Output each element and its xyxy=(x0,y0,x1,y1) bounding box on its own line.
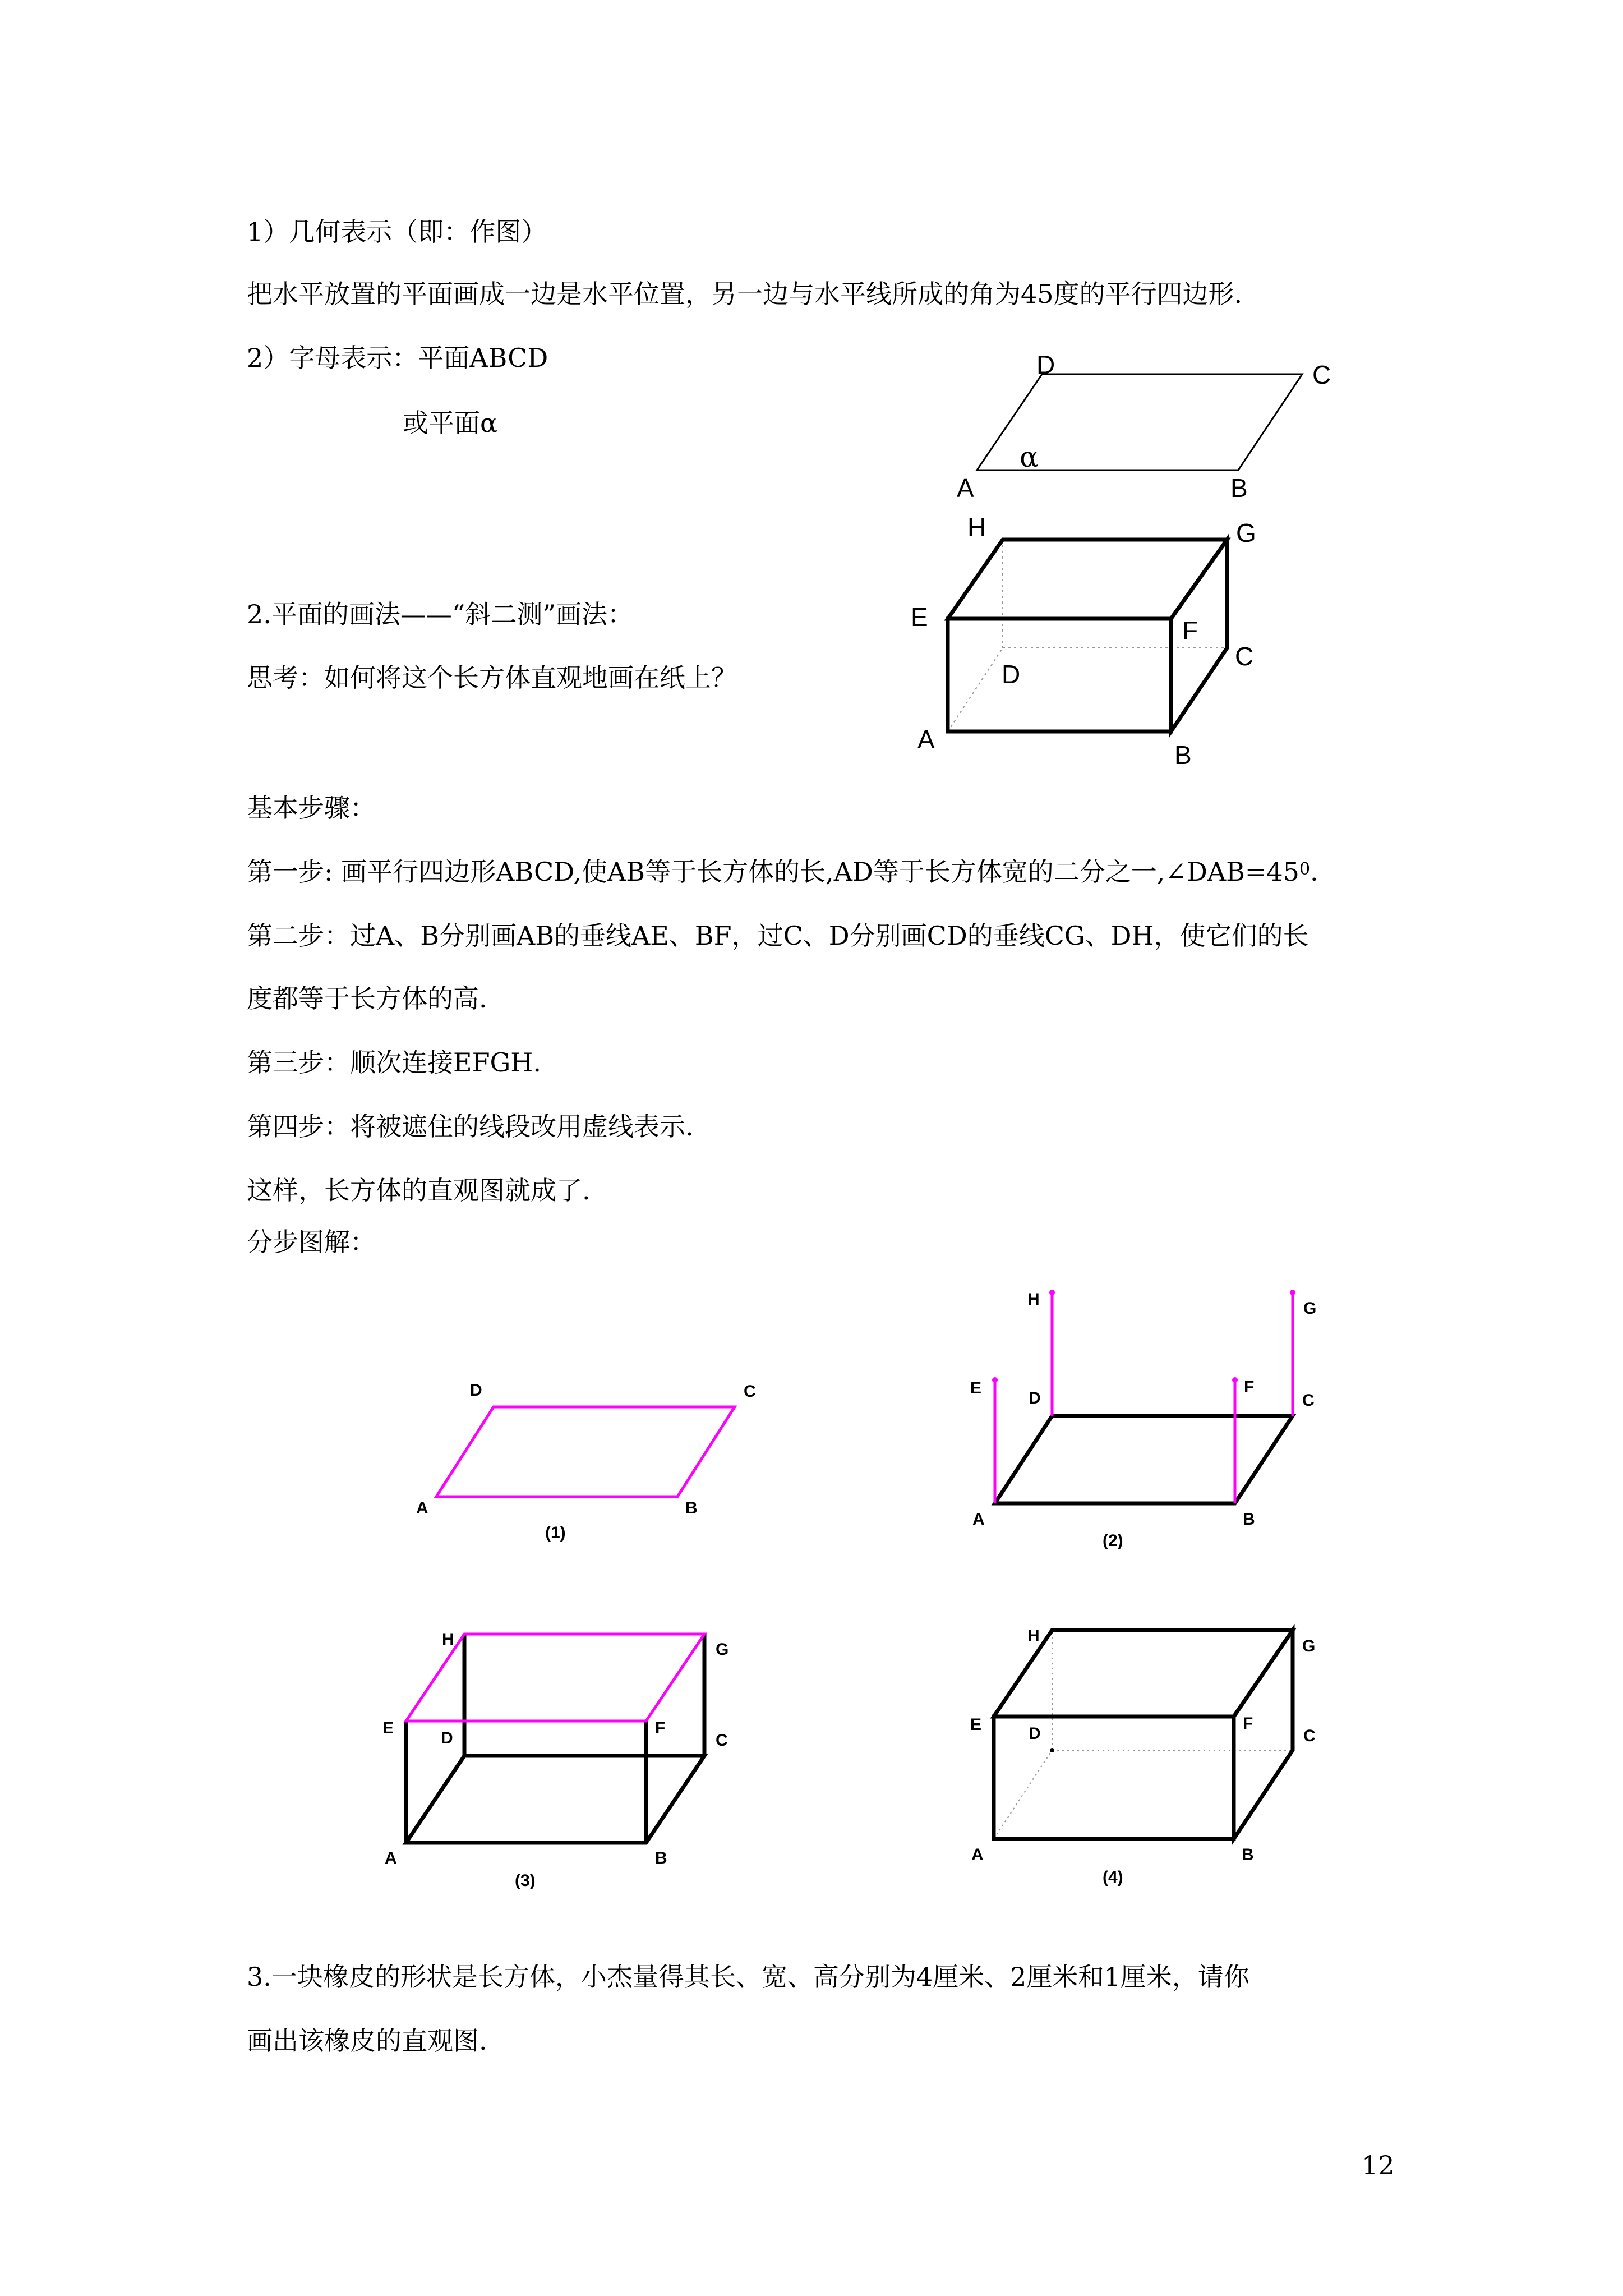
step-one-end: . xyxy=(1310,857,1318,887)
step3-base xyxy=(406,1756,704,1843)
section1-heading: 1）几何表示（即：作图） xyxy=(247,217,547,247)
top-face xyxy=(948,540,1227,619)
drawing-method-title: 2.平面的画法——“斜二测”画法： xyxy=(247,599,633,629)
step-figure-4 xyxy=(970,1627,1316,1887)
cuboid-label-h: H xyxy=(967,513,986,542)
step2-base xyxy=(995,1416,1293,1503)
step-one-text: 第一步: 画平行四边形ABCD,使AB等于长方体的长,AD等于长方体宽的二分之一,∠DAB=45 xyxy=(247,857,1299,887)
step2-label-a: A xyxy=(972,1510,985,1529)
page-number: 12 xyxy=(1362,2150,1395,2180)
plane-label-a: A xyxy=(957,473,974,503)
step4-point-d xyxy=(1050,1748,1054,1752)
section1-body: 把水平放置的平面画成一边是水平位置，另一边与水平线所成的角为45度的平行四边形. xyxy=(247,279,1243,309)
front-face xyxy=(948,619,1171,731)
step4-label-e: E xyxy=(970,1715,982,1734)
step2-point-e xyxy=(992,1377,998,1383)
step1-label-c: C xyxy=(744,1382,756,1401)
plane-label-c: C xyxy=(1312,360,1331,389)
exercise3-line1: 3.一块橡皮的形状是长方体，小杰量得其长、宽、高分别为4厘米、2厘米和1厘米，请你 xyxy=(247,1962,1249,1992)
step2-label-c: C xyxy=(1302,1391,1315,1410)
plane-alpha: α xyxy=(1020,441,1039,473)
plane-label-d: D xyxy=(1036,350,1055,379)
step4-caption: (4) xyxy=(1103,1868,1123,1887)
step4-label-a: A xyxy=(971,1846,984,1864)
section2-heading: 2）字母表示：平面ABCD xyxy=(247,343,548,373)
step4-label-f: F xyxy=(1243,1714,1253,1733)
step4-label-h: H xyxy=(1027,1627,1040,1645)
step4-label-g: G xyxy=(1302,1637,1316,1655)
step-two-line2: 度都等于长方体的高. xyxy=(247,983,487,1014)
step3-label-g: G xyxy=(716,1640,729,1659)
hidden-edge-ad xyxy=(948,648,1003,731)
step3-caption: (3) xyxy=(515,1871,536,1890)
plane-abcd-figure xyxy=(957,350,1331,503)
step3-label-d: D xyxy=(441,1729,453,1747)
cuboid-label-d: D xyxy=(1002,660,1021,689)
step2-point-g xyxy=(1290,1290,1295,1295)
cuboid-label-f: F xyxy=(1182,616,1198,645)
step2-label-h: H xyxy=(1027,1290,1040,1309)
cuboid-label-a: A xyxy=(917,725,935,754)
step3-label-c: C xyxy=(716,1731,728,1750)
step1-label-a: A xyxy=(416,1499,428,1517)
step2-label-g: G xyxy=(1303,1299,1317,1318)
step4-label-c: C xyxy=(1303,1727,1316,1745)
cuboid-figure xyxy=(911,513,1256,770)
step2-caption: (2) xyxy=(1103,1531,1123,1550)
right-face xyxy=(1171,540,1227,731)
step1-label-d: D xyxy=(470,1381,482,1400)
plane-alpha-notation: 或平面α xyxy=(403,408,498,438)
thinking-question: 思考：如何将这个长方体直观地画在纸上？ xyxy=(247,662,737,693)
step-two-line1: 第二步：过A、B分别画AB的垂线AE、BF，过C、D分别画CD的垂线CG、DH，使它们的长 xyxy=(247,921,1309,951)
cuboid-label-c: C xyxy=(1235,642,1254,671)
step4-label-b: B xyxy=(1242,1846,1254,1864)
step2-label-d: D xyxy=(1029,1389,1041,1407)
step-figure-1 xyxy=(416,1381,756,1542)
step3-label-h: H xyxy=(442,1630,454,1649)
basic-steps-title: 基本步骤： xyxy=(247,793,376,823)
cuboid-label-e: E xyxy=(911,602,928,632)
step1-parallelogram xyxy=(436,1407,735,1497)
step-figure-3 xyxy=(382,1630,728,1890)
step3-label-b: B xyxy=(655,1849,667,1867)
step-four: 第四步：将被遮住的线段改用虚线表示. xyxy=(247,1111,694,1142)
step2-label-b: B xyxy=(1243,1510,1255,1529)
step-figure-2 xyxy=(970,1290,1316,1550)
step1-label-b: B xyxy=(685,1499,698,1517)
conclusion: 这样，长方体的直观图就成了. xyxy=(247,1175,591,1205)
step1-caption: (1) xyxy=(545,1524,566,1542)
step3-label-f: F xyxy=(655,1719,666,1737)
step2-label-e: E xyxy=(970,1379,982,1397)
plane-label-b: B xyxy=(1230,473,1248,503)
step2-point-h xyxy=(1049,1290,1055,1295)
step4-label-d: D xyxy=(1029,1724,1041,1743)
cuboid-label-g: G xyxy=(1236,518,1256,547)
cuboid-label-b: B xyxy=(1174,740,1192,770)
step4-right-face xyxy=(1234,1630,1293,1839)
step-three: 第三步：顺次连接EFGH. xyxy=(247,1047,541,1078)
step3-label-a: A xyxy=(385,1849,397,1867)
exercise3-line2: 画出该橡皮的直观图. xyxy=(247,2026,487,2056)
step2-point-f xyxy=(1232,1377,1238,1383)
step-one-superscript: 0 xyxy=(1299,859,1311,879)
step3-label-e: E xyxy=(382,1719,394,1737)
step2-label-f: F xyxy=(1244,1378,1255,1396)
step4-hidden-ad xyxy=(994,1750,1052,1839)
step-diagram-title: 分步图解： xyxy=(247,1227,376,1257)
